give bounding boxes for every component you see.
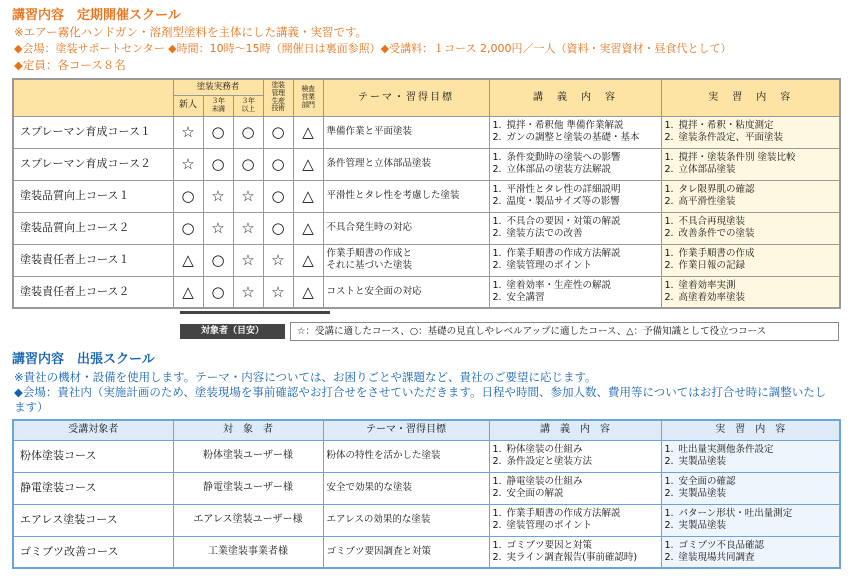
list-item: 2. 実製品塗装 xyxy=(664,488,727,499)
list-item: 2. 立体部品の塗装方法解説 xyxy=(492,164,612,175)
target-mark: ○ xyxy=(233,116,263,148)
list-item: 2. 改善条件での塗装 xyxy=(664,228,755,239)
header-course: 受講対象者 xyxy=(13,420,173,440)
theme-cell: 作業手順書の作成と それに基づいた塗装 xyxy=(323,244,489,276)
header-over3: ３年 以上 xyxy=(233,95,263,116)
lecture-cell xyxy=(489,116,661,148)
list-item: 1. 撹拌・希釈・粘度測定 xyxy=(664,120,774,132)
list-item: 2. 実ライン調査報告(事前確認時) xyxy=(492,551,638,563)
list-item: 1. 安全面の確認 xyxy=(664,476,736,488)
target-mark: ○ xyxy=(173,180,203,212)
section1-line2: ◆会場：塗装サポートセンター ◆時間：10時～15時（開催日は裏面参照）◆受講料：１コース 2,000円／一人（資料・実習資材・昼食代として） xyxy=(14,42,732,55)
table-row xyxy=(13,244,840,276)
target-mark: ○ xyxy=(203,116,233,148)
list-item: 2. 塗装条件設定、平面塗装 xyxy=(664,132,784,143)
list-item: 1. 静電塗装の仕組み xyxy=(492,476,583,488)
header-practitioner-group: 塗装実務者 xyxy=(173,79,263,95)
target-mark: ○ xyxy=(263,116,293,148)
target-mark: ○ xyxy=(263,148,293,180)
list-item: 2. 高塗着効率塗装 xyxy=(664,291,746,303)
theme-cell: 条件管理と立体部品塗装 xyxy=(323,148,489,180)
target-mark: ○ xyxy=(203,276,233,308)
legend-label: 対象者（目安） xyxy=(180,324,285,339)
lecture-cell xyxy=(489,212,661,244)
regular-course-table xyxy=(12,78,841,309)
lecture-cell xyxy=(489,180,661,212)
course-name: スプレーマン育成コース１ xyxy=(13,116,173,148)
course-name: 静電塗装コース xyxy=(13,472,173,504)
target-mark: ○ xyxy=(203,148,233,180)
target-mark: △ xyxy=(293,180,323,212)
lecture-cell xyxy=(489,472,661,504)
header-lecture: 講 義 内 容 xyxy=(489,420,661,440)
list-item: 2. 立体部品塗装 xyxy=(664,164,736,175)
course-name: 塗装責任者上コース１ xyxy=(13,244,173,276)
header-target: 対 象 者 xyxy=(173,420,323,440)
practice-cell xyxy=(661,180,840,212)
lecture-cell xyxy=(489,440,661,472)
section1-line3: ◆定員：各コース８名 xyxy=(14,58,126,72)
course-name: 塗装責任者上コース２ xyxy=(13,276,173,308)
list-item: 2. 温度・製品サイズ等の影響 xyxy=(492,196,620,207)
header-practice: 実 習 内 容 xyxy=(661,420,840,440)
onsite-course-table xyxy=(12,419,841,569)
header-practice: 実 習 内 容 xyxy=(661,79,840,116)
list-item: 1. 撹拌・希釈他 準備作業解説 xyxy=(492,120,624,132)
list-item: 1. 粉体塗装の仕組み xyxy=(492,444,583,456)
lecture-cell xyxy=(489,504,661,536)
target-mark: △ xyxy=(173,244,203,276)
section1-line1: ※エアー霧化ハンドガン・溶剤型塗料を主体にした講義・実習です。 xyxy=(14,25,368,39)
course-name: 粉体塗装コース xyxy=(13,440,173,472)
section2-line2: ◆会場：貴社内（実施計画のため、塗装現場を事前確認やお打合せをさせていただきます。日程や時間、参加人数、費用等についてはお打合せ時に調整いたします） xyxy=(14,385,827,414)
table-row xyxy=(13,504,840,536)
legend-text: ☆：受講に適したコース、○：基礎の見直しやレベルアップに適したコース、△：予備知識として役立つコース xyxy=(290,322,839,341)
theme-cell: 粉体の特性を活かした塗装 xyxy=(323,440,489,472)
target-mark: ○ xyxy=(263,212,293,244)
target-mark: ○ xyxy=(233,148,263,180)
header-theme: テーマ・習得目標 xyxy=(323,420,489,440)
practice-cell xyxy=(661,440,840,472)
section1-title: 講習内容 定期開催スクール xyxy=(12,8,181,23)
list-item: 1. ゴミブツ不良品確認 xyxy=(664,540,765,552)
list-item: 1. 作業手順書の作成 xyxy=(664,248,755,260)
table-row xyxy=(13,212,840,244)
list-item: 1. 平滑性とタレ性の詳細説明 xyxy=(492,184,621,196)
section2-line1: ※貴社の機材・設備を使用します。テーマ・内容については、お困りごとや課題など、貴社のご要望に応じます。 xyxy=(14,370,597,384)
list-item: 1. パターン形状・吐出量測定 xyxy=(664,508,793,520)
legend-bar xyxy=(180,311,330,314)
course-name: 塗装品質向上コース１ xyxy=(13,180,173,212)
target-mark: ○ xyxy=(263,180,293,212)
course-name: スプレーマン育成コース２ xyxy=(13,148,173,180)
target-mark: ○ xyxy=(173,212,203,244)
target-mark: ☆ xyxy=(203,180,233,212)
list-item: 1. 不具合の要因・対策の解説 xyxy=(492,216,621,228)
target-mark: △ xyxy=(293,148,323,180)
target-mark: ☆ xyxy=(233,212,263,244)
practice-cell xyxy=(661,536,840,568)
target-mark: ☆ xyxy=(173,148,203,180)
list-item: 2. 実製品塗装 xyxy=(664,456,727,467)
practice-cell xyxy=(661,116,840,148)
theme-cell: ゴミブツ要因調査と対策 xyxy=(323,536,489,568)
list-item: 2. 塗装現場共同調査 xyxy=(664,551,755,563)
theme-cell: 平滑性とタレ性を考慮した塗装 xyxy=(323,180,489,212)
list-item: 1. タレ限界肌の確認 xyxy=(664,184,755,196)
target-cell: 粉体塗装ユーザー様 xyxy=(173,440,323,472)
target-mark: ☆ xyxy=(263,244,293,276)
header-theme: テーマ・習得目標 xyxy=(323,79,489,116)
list-item: 2. 高平滑性塗装 xyxy=(664,196,736,207)
list-item: 2. 作業日報の記録 xyxy=(664,260,746,271)
table-row xyxy=(13,116,840,148)
target-mark: △ xyxy=(293,276,323,308)
theme-cell: コストと安全面の対応 xyxy=(323,276,489,308)
theme-cell: 不具合発生時の対応 xyxy=(323,212,489,244)
target-mark: △ xyxy=(293,244,323,276)
target-mark: ☆ xyxy=(263,276,293,308)
lecture-cell xyxy=(489,148,661,180)
target-mark: △ xyxy=(293,212,323,244)
list-item: 1. 撹拌・塗装条件別 塗装比較 xyxy=(664,152,796,164)
header-management: 塗装 管理 生産 技術 xyxy=(263,79,293,116)
practice-cell xyxy=(661,504,840,536)
list-item: 2. 塗装管理のポイント xyxy=(492,520,593,531)
list-item: 2. 塗装方法での改善 xyxy=(492,228,583,239)
list-item: 1. 条件変動時の塗装への影響 xyxy=(492,152,621,164)
lecture-cell xyxy=(489,244,661,276)
table-row xyxy=(13,536,840,568)
lecture-cell xyxy=(489,276,661,308)
course-name: 塗装品質向上コース２ xyxy=(13,212,173,244)
theme-cell: 安全で効果的な塗装 xyxy=(323,472,489,504)
table-row xyxy=(13,148,840,180)
target-mark: △ xyxy=(173,276,203,308)
header-sales: 検査 営業 部門 xyxy=(293,79,323,116)
section2-title: 講習内容 出張スクール xyxy=(12,352,155,367)
target-cell: エアレス塗装ユーザー様 xyxy=(173,504,323,536)
list-item: 1. ゴミブツ要因と対策 xyxy=(492,540,593,552)
target-mark: ○ xyxy=(203,244,233,276)
list-item: 1. 塗着効率実測 xyxy=(664,280,736,292)
list-item: 1. 作業手順書の作成方法解説 xyxy=(492,508,621,520)
list-item: 2. ガンの調整と塗装の基礎・基本 xyxy=(492,132,640,143)
list-item: 2. 実製品塗装 xyxy=(664,520,727,531)
practice-cell xyxy=(661,472,840,504)
theme-cell: エアレスの効果的な塗装 xyxy=(323,504,489,536)
target-mark: ☆ xyxy=(203,212,233,244)
target-cell: 静電塗装ユーザー様 xyxy=(173,472,323,504)
target-mark: △ xyxy=(293,116,323,148)
table-row xyxy=(13,276,840,308)
table-row xyxy=(13,472,840,504)
lecture-cell xyxy=(489,536,661,568)
target-cell: 工業塗装事業者様 xyxy=(173,536,323,568)
target-mark: ☆ xyxy=(233,180,263,212)
list-item: 2. 安全面の解説 xyxy=(492,488,564,499)
header-lecture: 講 義 内 容 xyxy=(489,79,661,116)
practice-cell xyxy=(661,244,840,276)
header-new: 新人 xyxy=(173,95,203,116)
list-item: 2. 安全講習 xyxy=(492,291,545,303)
practice-cell xyxy=(661,148,840,180)
list-item: 2. 塗装管理のポイント xyxy=(492,260,593,271)
header-blank xyxy=(13,79,173,116)
course-name: ゴミブツ改善コース xyxy=(13,536,173,568)
table-row xyxy=(13,180,840,212)
target-mark: ☆ xyxy=(233,276,263,308)
table-row xyxy=(13,440,840,472)
list-item: 1. 不具合再現塗装 xyxy=(664,216,746,228)
list-item: 1. 作業手順書の作成方法解説 xyxy=(492,248,621,260)
practice-cell xyxy=(661,212,840,244)
target-mark: ☆ xyxy=(233,244,263,276)
theme-cell: 準備作業と平面塗装 xyxy=(323,116,489,148)
course-name: エアレス塗装コース xyxy=(13,504,173,536)
header-under3: ３年 未満 xyxy=(203,95,233,116)
target-mark: ☆ xyxy=(173,116,203,148)
practice-cell xyxy=(661,276,840,308)
list-item: 2. 条件設定と塗装方法 xyxy=(492,456,593,467)
list-item: 1. 塗着効率・生産性の解説 xyxy=(492,280,612,292)
list-item: 1. 吐出量実測他条件設定 xyxy=(664,444,774,456)
